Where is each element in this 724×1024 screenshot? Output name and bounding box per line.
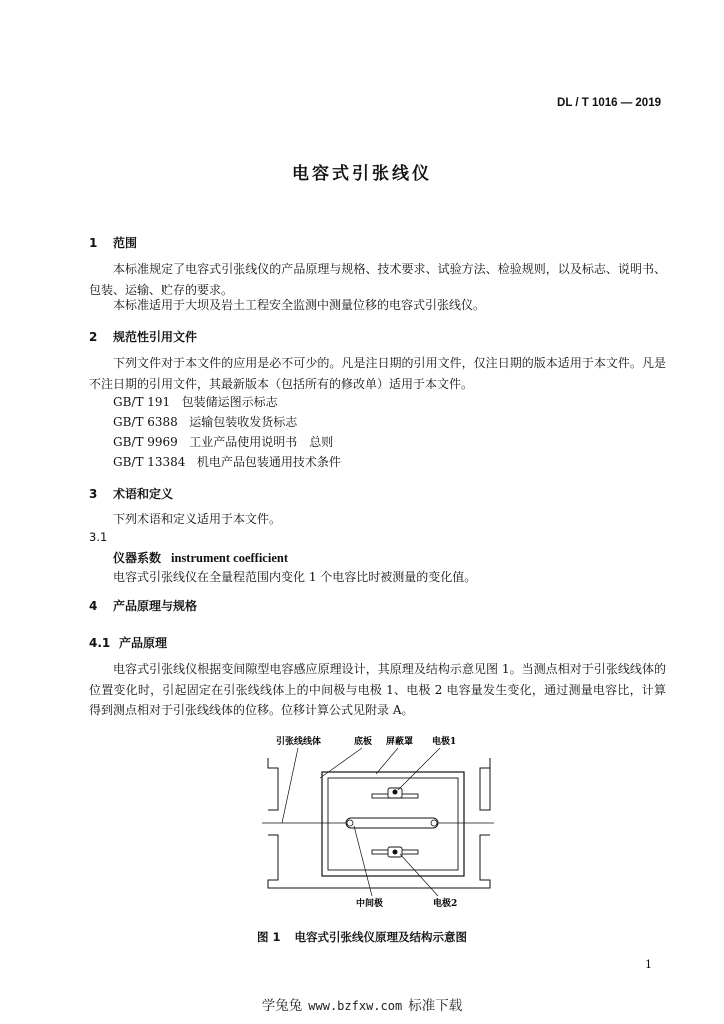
footer-watermark [0, 994, 724, 1014]
term-definition: 电容式引张线仪在全量程范围内变化 1 个电容比时被测量的变化值。 [113, 570, 477, 584]
section-2-intro: 下列文件对于本文件的应用是必不可少的。凡是注日期的引用文件，仅注日期的版本适用于本文件。凡是不注日期的引用文件，其最新版本（包括所有的修改单）适用于本文件。 [89, 356, 666, 391]
label-wire-body: 引张线线体 [276, 737, 322, 747]
label-electrode-1: 电极1 [432, 737, 457, 747]
section-number: 4.1 [89, 636, 111, 650]
section-1-paragraph-1: 本标准规定了电容式引张线仪的产品原理与规格、技术要求、试验方法、检验规则，以及标志、说明书、包装、运输、贮存的要求。 [89, 262, 666, 297]
section-4-1-paragraph: 电容式引张线仪根据变间隙型电容感应原理设计，其原理及结构示意见图 1。当测点相对于引张线线体的位置变化时，引起固定在引张线线体上的中间极与电极 1、电极 2 电容量发生变化，通过测量电容比，计算得到测点相对于引张线线体的位移。位移计算公式见附录 A。 [89, 662, 666, 717]
section-3-intro: 下列术语和定义适用于本文件。 [113, 512, 282, 526]
reference-code: GB/T 9969 [113, 435, 178, 449]
reference-code: GB/T 13384 [113, 455, 186, 469]
section-title: 范围 [113, 236, 138, 250]
label-electrode-2: 电极2 [433, 899, 458, 909]
reference-name: 运输包装收发货标志 [189, 415, 298, 429]
footer-slogan: 标准下载 [408, 998, 463, 1014]
section-1-heading [89, 234, 137, 251]
section-title: 产品原理 [119, 636, 168, 650]
section-number: 4 [89, 599, 98, 613]
reference-item [113, 433, 333, 450]
electrode-2-screw [393, 850, 398, 855]
reference-name: 机电产品包装通用技术条件 [196, 455, 341, 469]
section-4-1-heading [89, 634, 167, 651]
electrode-1-screw [393, 790, 398, 795]
section-number: 1 [89, 236, 98, 250]
label-shield: 屏蔽罩 [386, 737, 414, 747]
section-title: 产品原理与规格 [113, 599, 198, 613]
reference-item [113, 393, 278, 410]
middle-electrode [346, 818, 438, 828]
term-number: 3.1 [89, 530, 108, 544]
section-2-heading [89, 328, 197, 345]
figure-caption-text: 电容式引张线仪原理及结构示意图 [294, 930, 467, 944]
footer-site-name: 学兔兔 [261, 998, 303, 1014]
reference-item [113, 453, 341, 470]
standard-code: DL / T 1016 — 2019 [557, 97, 661, 109]
page-number: 1 [645, 958, 652, 971]
document-title: 电容式引张线仪 [292, 164, 432, 184]
footer-url[interactable]: www.bzfxw.com [308, 999, 403, 1013]
label-base-plate: 底板 [354, 737, 373, 747]
section-4-heading [89, 597, 197, 614]
section-number: 2 [89, 330, 98, 344]
figure-1-diagram [258, 730, 498, 910]
section-title: 规范性引用文件 [113, 330, 198, 344]
rod-end-right [431, 820, 437, 826]
figure-number: 图 1 [256, 930, 281, 944]
reference-item [113, 413, 297, 430]
reference-code: GB/T 191 [113, 395, 171, 409]
term-entry [113, 549, 288, 566]
rod-end-left [347, 820, 353, 826]
term-english: instrument coefficient [171, 551, 288, 565]
section-3-heading [89, 485, 173, 502]
section-title: 术语和定义 [113, 487, 174, 501]
reference-name: 包装储运图示标志 [181, 395, 278, 409]
label-middle-electrode: 中间极 [356, 899, 384, 909]
section-number: 3 [89, 487, 98, 501]
figure-caption [0, 929, 724, 945]
reference-code: GB/T 6388 [113, 415, 178, 429]
term-chinese: 仪器系数 [113, 551, 162, 565]
section-1-paragraph-2: 本标准适用于大坝及岩土工程安全监测中测量位移的电容式引张线仪。 [113, 298, 486, 312]
reference-name: 工业产品使用说明书 总则 [189, 435, 334, 449]
